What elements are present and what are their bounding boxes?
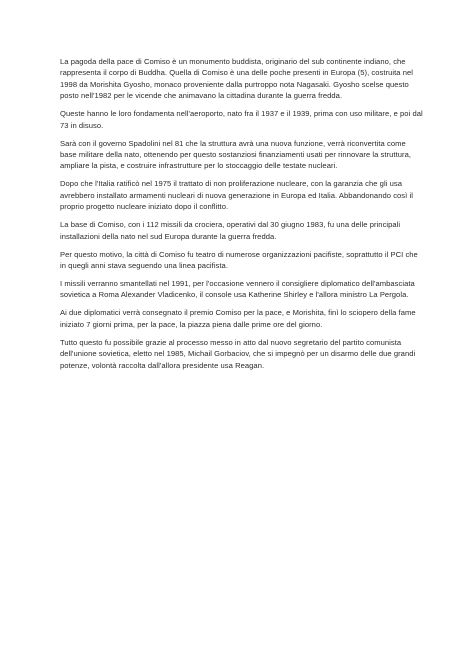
paragraph-gorbachev-disarmament: Tutto questo fu possibile grazie al processo messo in atto dal nuovo segretario del partito comunista dell'unione sovietica, eletto nel 1985, Michail Gorbaciov, che si impegnò per un disarmo delle due grandi potenze, volontà raccolta dall'allora presidente usa Reagan. [60,337,416,370]
paragraph-nuclear-treaty: Dopo che l'Italia ratificò nel 1975 il trattato di non proliferazione nucleare, con la garanzia che gli usa avrebbero installato armamenti nucleari di nuova generazione in Europa ed Italia. Abbandonando così il proprio progetto nucleare iniziato dopo il conflitto. [60,179,413,212]
paragraph-cruise-missiles: La base di Comiso, con i 112 missili da crociera, operativi dal 30 giugno 1983, fu una delle principali installazioni della nato nel sud Europa durante la guerra fredda. [60,220,401,241]
paragraph-pagoda-intro: La pagoda della pace di Comiso è un monumento buddista, originario del sub continente indiano, che rappresenta il corpo di Buddha. Quella di Comiso è una delle poche presenti in Europa (5), costruita nel 1998 da Morishita Gyosho, monaco proveniente dalla purtroppo nota Nagasaki. Gyosho scelse questo posto nell'1982 per le vicende che animavano la cittadina durante la guerra fredda. [60,57,414,101]
paragraph-spadolini-nato-base: Sarà con il governo Spadolini nel 81 che la struttura avrà una nuova funzione, verrà riconvertita come base militare della nato, ottenendo per questo sostanziosi finanziamenti usati per rinnovare la struttura, ampliare la pista, e costruire infrastrutture per lo stoccaggio delle testate nucleari. [60,138,412,171]
paragraph-pacifist-movement: Per questo motivo, la città di Comiso fu teatro di numerose organizzazioni pacifiste, soprattutto il PCI che in quegli anni stava seguendo una linea pacifista. [60,249,418,271]
document-body [60,56,424,378]
paragraph-peace-prize: Ai due diplomatici verrà consegnato il premio Comiso per la pace, e Morishita, finì lo sciopero della fame iniziato 7 giorni prima, per la pace, la piazza piena dalle prime ore del giorno. [60,308,416,329]
paragraph-missile-dismantling: I missili verranno smantellati nel 1991, per l'occasione vennero il consigliere diplomatico dell'ambasciata sovietica a Roma Alexander Vladicenko, il console usa Katherine Shirley e l'allora ministro La Pergola. [60,279,415,300]
paragraph-airport-origin: Queste hanno le loro fondamenta nell'aeroporto, nato fra il 1937 e il 1939, prima con uso militare, e poi dal 73 in disuso. [60,109,423,130]
